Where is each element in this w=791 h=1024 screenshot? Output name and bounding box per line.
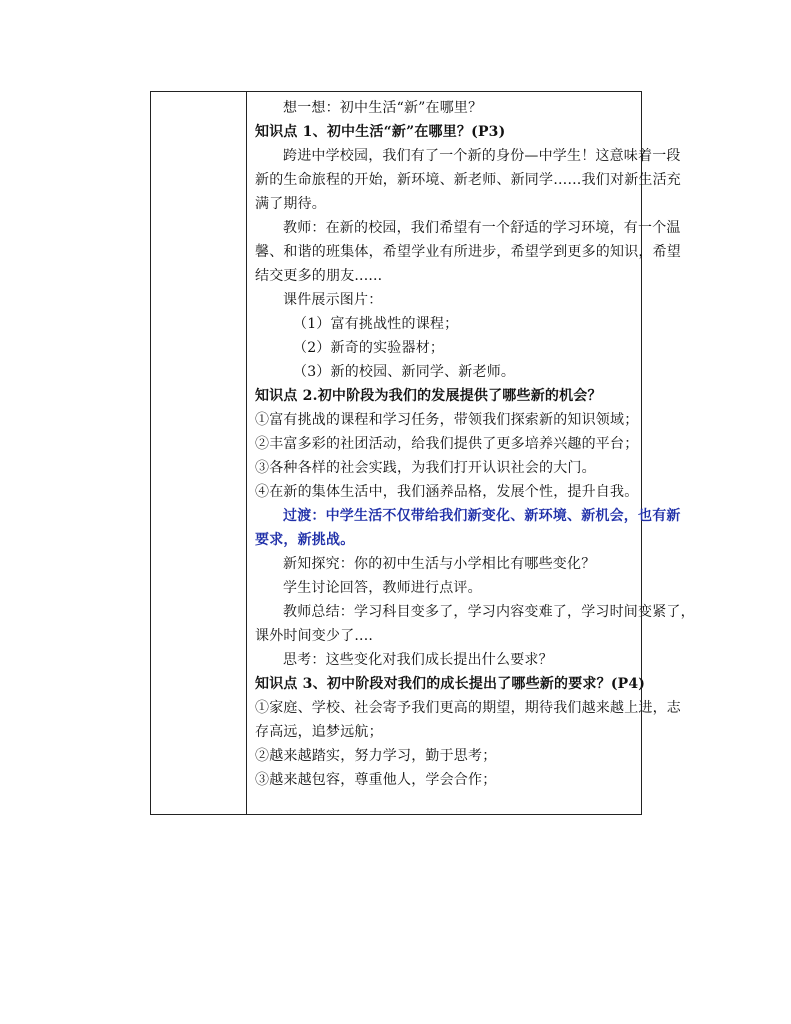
list-item: 存高远，追梦远航； <box>255 724 383 740</box>
column-divider <box>246 92 247 814</box>
paragraph-line: 新知探究：你的初中生活与小学相比有哪些变化？ <box>283 556 596 572</box>
list-item: ①家庭、学校、社会寄予我们更高的期望，期待我们越来越上进，志 <box>255 700 681 716</box>
transition-text: 过渡：中学生活不仅带给我们新变化、新环境、新机会，也有新 <box>283 508 681 524</box>
list-item: ④在新的集体生活中，我们涵养品格，发展个性，提升自我。 <box>255 484 639 500</box>
list-item: ③越来越包容，尊重他人，学会合作； <box>255 772 497 788</box>
list-item: ②越来越踏实，努力学习，勤于思考； <box>255 748 497 764</box>
paragraph-line: 思考：这些变化对我们成长提出什么要求？ <box>283 652 553 668</box>
list-item: ③各种各样的社会实践，为我们打开认识社会的大门。 <box>255 460 596 476</box>
list-item: （1）富有挑战性的课程； <box>293 316 459 332</box>
lesson-content <box>255 96 695 792</box>
paragraph-line: 馨、和谐的班集体，希望学业有所进步，希望学到更多的知识，希望 <box>255 244 681 260</box>
list-item: （3）新的校园、新同学、新老师。 <box>293 364 516 380</box>
paragraph-line: 教师：在新的校园，我们希望有一个舒适的学习环境，有一个温 <box>283 220 681 236</box>
paragraph-line: 满了期待。 <box>255 196 326 212</box>
paragraph-line: 课外时间变少了.... <box>255 628 374 644</box>
list-item: （2）新奇的实验器材； <box>293 340 445 356</box>
list-item: ②丰富多彩的社团活动，给我们提供了更多培养兴趣的平台； <box>255 436 639 452</box>
paragraph-line: 结交更多的朋友...... <box>255 268 383 284</box>
transition-text: 要求，新挑战。 <box>255 532 355 548</box>
slide-show-label: 课件展示图片： <box>283 292 383 308</box>
paragraph-line: 学生讨论回答，教师进行点评。 <box>283 580 482 596</box>
paragraph-line: 跨进中学校园，我们有了一个新的身份—中学生！这意味着一段 <box>283 148 681 164</box>
knowledge-point-3-heading: 知识点 3、初中阶段对我们的成长提出了哪些新的要求？(P4) <box>255 676 646 692</box>
paragraph-line: 教师总结：学习科目变多了，学习内容变难了，学习时间变紧了， <box>283 604 695 620</box>
paragraph-line: 新的生命旅程的开始，新环境、新老师、新同学……我们对新生活充 <box>255 172 681 188</box>
knowledge-point-1-heading: 知识点 1、初中生活“新”在哪里？(P3) <box>255 124 506 140</box>
list-item: ①富有挑战的课程和学习任务，带领我们探索新的知识领域； <box>255 412 639 428</box>
lesson-table <box>150 91 695 815</box>
think-prompt: 想一想：初中生活“新”在哪里？ <box>283 100 483 116</box>
knowledge-point-2-heading: 知识点 2.初中阶段为我们的发展提供了哪些新的机会？ <box>255 388 602 404</box>
